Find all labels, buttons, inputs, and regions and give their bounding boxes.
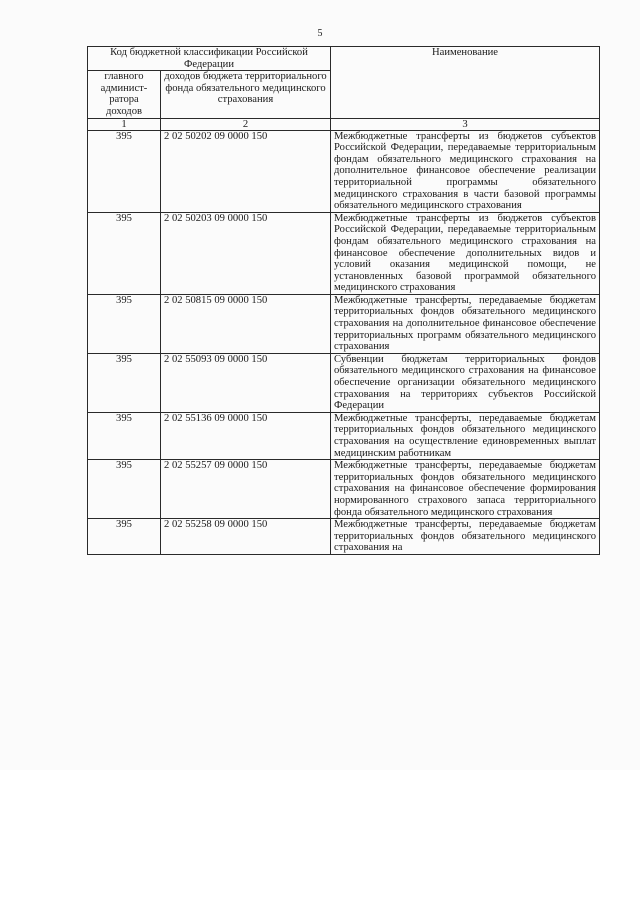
table-row (88, 353, 600, 412)
header-name: Наименование (331, 47, 600, 119)
revenue-code-cell: 2 02 55093 09 0000 150 (161, 353, 331, 412)
table-row (88, 212, 600, 294)
header-classification-code: Код бюджетной классификации Российской Федерации (88, 47, 331, 71)
revenue-code-cell: 2 02 50203 09 0000 150 (161, 212, 331, 294)
admin-code-cell: 395 (88, 353, 161, 412)
page-number: 5 (317, 28, 323, 39)
budget-classification-table (87, 46, 600, 555)
column-number-1: 1 (88, 118, 161, 130)
admin-code-cell: 395 (88, 460, 161, 519)
revenue-code-cell: 2 02 50202 09 0000 150 (161, 130, 331, 212)
table-row (88, 519, 600, 555)
header-chief-administrator: главного админист-ратора доходов (88, 71, 161, 118)
revenue-code-cell: 2 02 55258 09 0000 150 (161, 519, 331, 555)
revenue-name-cell: Межбюджетные трансферты из бюджетов субъектов Российской Федерации, передаваемые территориальным фондам обязательного медицинского страхования на дополнительное финансовое обеспечение реализации территориальной программы обязательного медицинского страхования в части базовой программы обязательного медицинского страхования (331, 130, 600, 212)
revenue-name-cell: Межбюджетные трансферты, передаваемые бюджетам территориальных фондов обязательного медицинского страхования на осуществление единовременных выплат медицинским работникам (331, 412, 600, 459)
revenue-name-cell: Субвенции бюджетам территориальных фондов обязательного медицинского страхования на финансовое обеспечение организации обязательного медицинского страхования на территориях субъектов Российской Федерации (331, 353, 600, 412)
revenue-code-cell: 2 02 55257 09 0000 150 (161, 460, 331, 519)
revenue-name-cell: Межбюджетные трансферты, передаваемые бюджетам территориальных фондов обязательного медицинского страхования на финансовое обеспечение формирования нормированного страхового запаса территориального фонда обязательного медицинского страхования (331, 460, 600, 519)
table-row (88, 460, 600, 519)
column-number-3: 3 (331, 118, 600, 130)
column-number-2: 2 (161, 118, 331, 130)
admin-code-cell: 395 (88, 130, 161, 212)
table-row (88, 294, 600, 353)
admin-code-cell: 395 (88, 294, 161, 353)
table-row (88, 130, 600, 212)
revenue-name-cell: Межбюджетные трансферты, передаваемые бюджетам территориальных фондов обязательного медицинского страхования на дополнительное финансовое обеспечение территориальных программ обязательного медицинского страхования (331, 294, 600, 353)
admin-code-cell: 395 (88, 412, 161, 459)
admin-code-cell: 395 (88, 212, 161, 294)
admin-code-cell: 395 (88, 519, 161, 555)
table-row (88, 412, 600, 459)
revenue-code-cell: 2 02 50815 09 0000 150 (161, 294, 331, 353)
revenue-name-cell: Межбюджетные трансферты, передаваемые бюджетам территориальных фондов обязательного медицинского страхования на (331, 519, 600, 555)
revenue-name-cell: Межбюджетные трансферты из бюджетов субъектов Российской Федерации, передаваемые территориальным фондам обязательного медицинского страхования на финансовое обеспечение дополнительных видов и условий оказания медицинской помощи, не установленных базовой программой обязательного медицинского страхования (331, 212, 600, 294)
revenue-code-cell: 2 02 55136 09 0000 150 (161, 412, 331, 459)
header-fund-revenue: доходов бюджета территориального фонда обязательного медицинского страхования (161, 71, 331, 118)
